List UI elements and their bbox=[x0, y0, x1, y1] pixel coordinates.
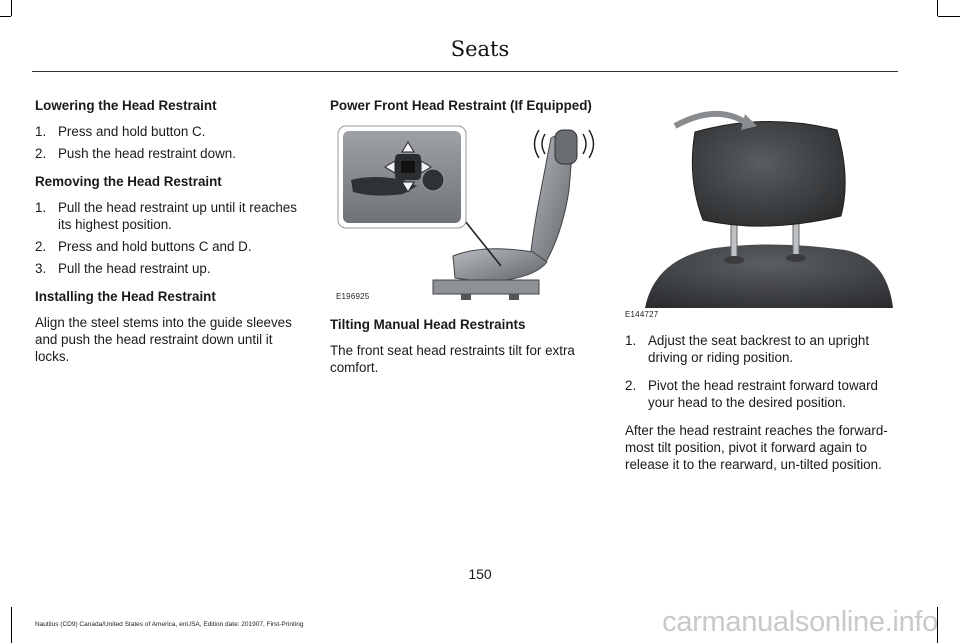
list-number: 3. bbox=[35, 261, 47, 276]
list-item bbox=[625, 332, 897, 366]
crop-mark bbox=[11, 607, 12, 643]
list-text: Adjust the seat backrest to an upright driving or riding position. bbox=[648, 333, 870, 365]
watermark: carmanualsonline.info bbox=[662, 606, 938, 638]
crop-mark bbox=[11, 0, 12, 16]
footer-text: Nautilus (CD9) Canada/United States of America, enUSA, Edition date: 201907, First-Printing bbox=[35, 621, 304, 628]
list-text: Press and hold buttons C and D. bbox=[58, 239, 252, 254]
list-text: Press and hold button C. bbox=[58, 124, 206, 139]
header-divider bbox=[32, 71, 898, 72]
figure-code: E144727 bbox=[625, 310, 659, 319]
list-item bbox=[35, 123, 305, 140]
section-heading: Removing the Head Restraint bbox=[35, 174, 222, 189]
page-title: Seats bbox=[450, 37, 510, 61]
list-item bbox=[625, 377, 897, 411]
column-middle bbox=[330, 97, 610, 114]
list-text: Pull the head restraint up until it reaches its highest position. bbox=[58, 200, 297, 232]
page-number: 150 bbox=[468, 566, 492, 582]
list-text: Pivot the head restraint forward toward your head to the desired position. bbox=[648, 378, 878, 410]
list-text: Push the head restraint down. bbox=[58, 146, 236, 161]
column-right bbox=[625, 332, 897, 473]
crop-mark bbox=[938, 16, 960, 17]
list-number: 1. bbox=[625, 333, 637, 348]
column-left bbox=[35, 97, 305, 365]
list-number: 1. bbox=[35, 124, 47, 139]
crop-mark bbox=[937, 0, 938, 16]
head-restraint-illustration bbox=[625, 108, 895, 308]
head-restraint-figure bbox=[625, 108, 895, 320]
list-number: 2. bbox=[35, 146, 47, 161]
power-seat-illustration bbox=[333, 120, 595, 302]
list-text: Pull the head restraint up. bbox=[58, 261, 211, 276]
list-item bbox=[35, 260, 305, 277]
figure-code: E196925 bbox=[336, 292, 370, 301]
list-item bbox=[35, 145, 305, 162]
list-number: 2. bbox=[35, 239, 47, 254]
paragraph: Align the steel stems into the guide sleeves and push the head restraint down until it locks. bbox=[35, 315, 292, 364]
list-number: 2. bbox=[625, 378, 637, 393]
power-seat-figure bbox=[333, 120, 595, 302]
column-middle-lower bbox=[330, 316, 600, 376]
crop-mark bbox=[0, 16, 11, 17]
paragraph: The front seat head restraints tilt for extra comfort. bbox=[330, 343, 575, 375]
section-heading: Tilting Manual Head Restraints bbox=[330, 317, 526, 332]
section-heading: Installing the Head Restraint bbox=[35, 289, 216, 304]
paragraph: After the head restraint reaches the forward-most tilt position, pivot it forward again to release it to the rearward, un-tilted position. bbox=[625, 423, 888, 472]
list-item bbox=[35, 238, 305, 255]
list-number: 1. bbox=[35, 200, 47, 215]
list-item bbox=[35, 199, 305, 233]
section-heading: Lowering the Head Restraint bbox=[35, 98, 217, 113]
section-heading: Power Front Head Restraint (If Equipped) bbox=[330, 98, 592, 113]
